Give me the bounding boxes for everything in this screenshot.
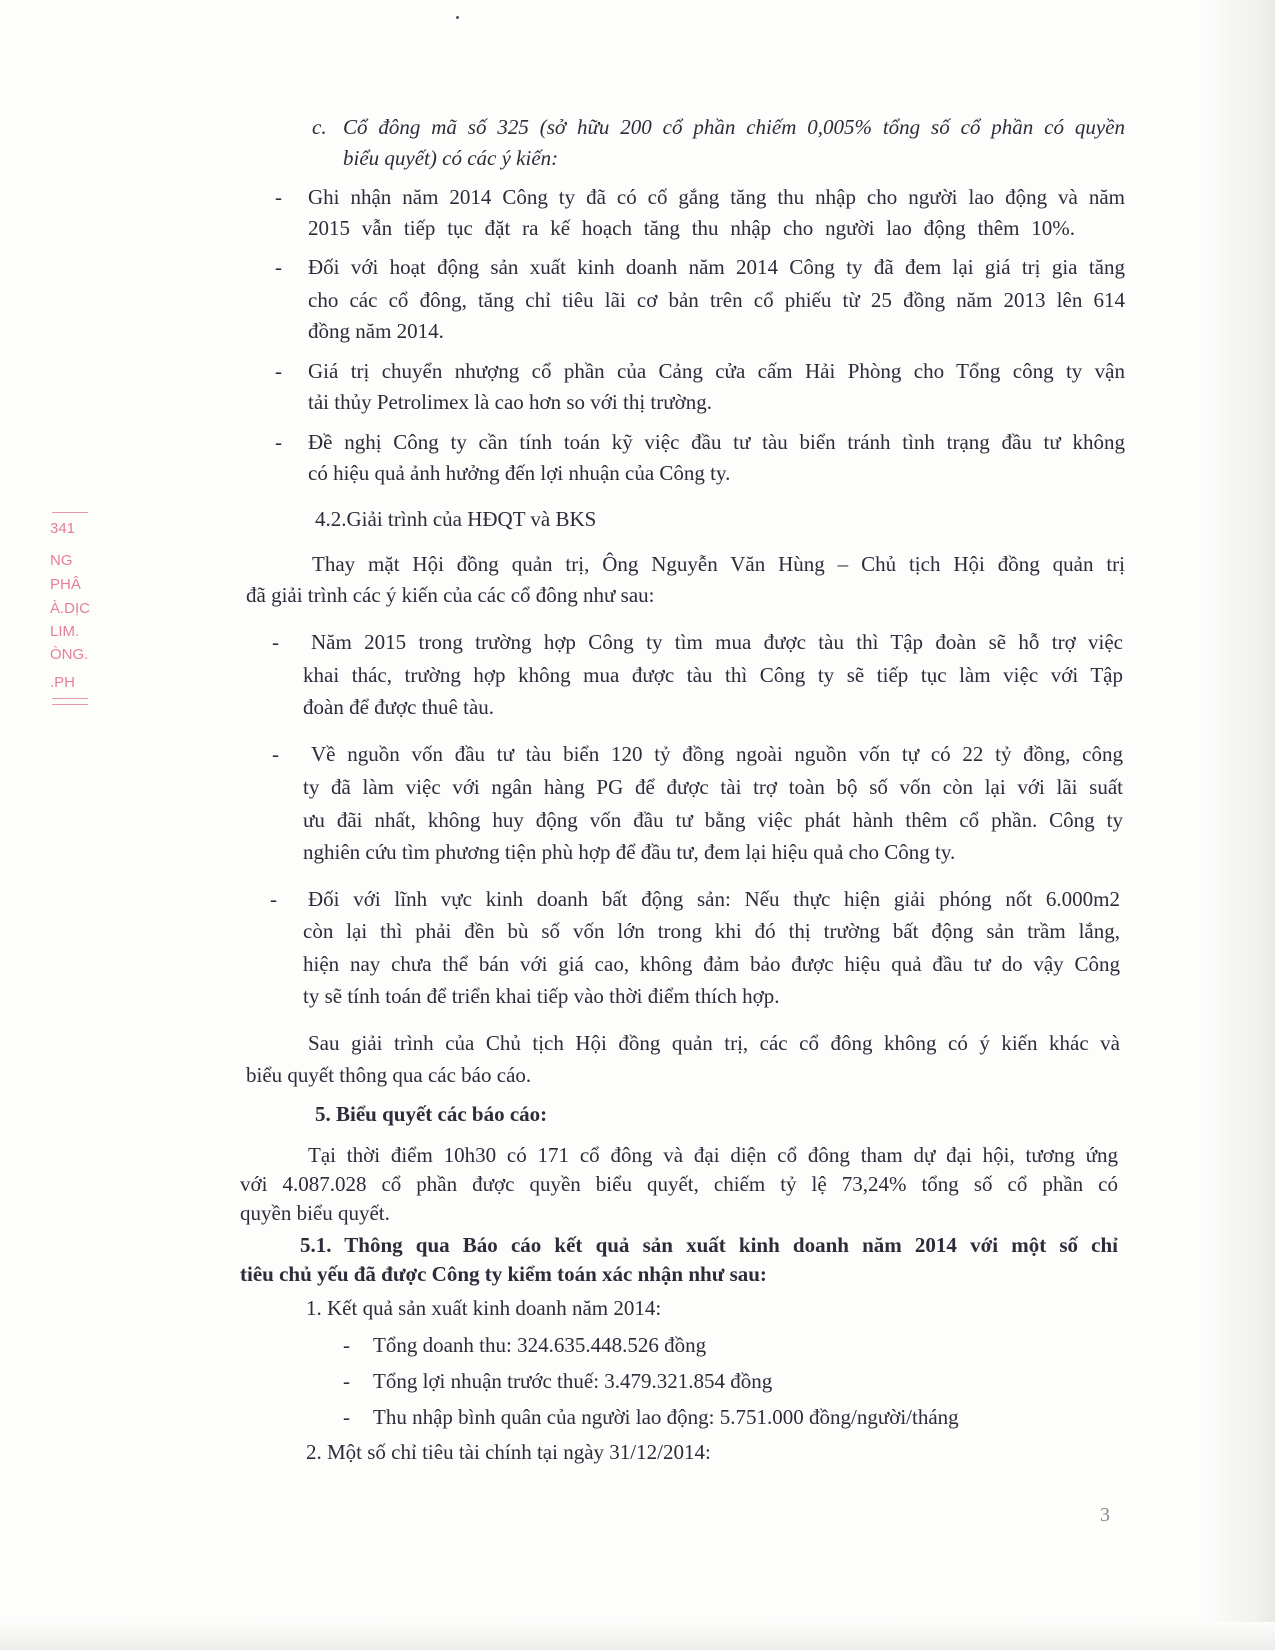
- section-5-1-heading-line-2: tiêu chủ yếu đã được Công ty kiểm toán xác nhận như sau:: [240, 1262, 767, 1286]
- explanation-1-line-1: Năm 2015 trong trường hợp Công ty tìm mua được tàu thì Tập đoàn sẽ hỗ trợ việc: [311, 630, 1123, 654]
- explanation-2-line-4: nghiên cứu tìm phương tiện phù hợp để đầu tư, đem lại hiệu quả cho Công ty.: [303, 840, 956, 864]
- section-5-para-line-3: quyền biểu quyết.: [240, 1201, 390, 1225]
- scan-shadow-bottom: [0, 1622, 1275, 1650]
- opinion-2-line-3: đồng năm 2014.: [308, 319, 444, 343]
- bullet-dash: -: [272, 742, 279, 766]
- bullet-dash: -: [343, 1405, 350, 1429]
- results-heading: 1. Kết quả sản xuất kinh doanh năm 2014:: [306, 1296, 662, 1320]
- item-c-marker: c.: [312, 115, 327, 139]
- section-5-1-heading-line-1: 5.1. Thông qua Báo cáo kết quả sản xuất kinh doanh năm 2014 với một số chỉ: [300, 1233, 1118, 1257]
- scan-shadow-right: [1200, 0, 1275, 1650]
- section-4-2-heading: 4.2.Giải trình của HĐQT và BKS: [315, 507, 597, 531]
- section-4-2-closing-line-2: biểu quyết thông qua các báo cáo.: [246, 1063, 532, 1087]
- explanation-1-line-3: đoàn để được thuê tàu.: [303, 695, 495, 719]
- section-5-para-line-1: Tại thời điểm 10h30 có 171 cổ đông và đại diện cổ đông tham dự đại hội, tương ứng: [308, 1143, 1118, 1167]
- opinion-2-line-2: cho các cổ đông, tăng chỉ tiêu lãi cơ bản trên cổ phiếu từ 25 đồng năm 2013 lên 614: [308, 288, 1125, 312]
- opinion-1-line-2: 2015 vẫn tiếp tục đặt ra kế hoạch tăng thu nhập cho người lao động thêm 10%.: [308, 216, 1075, 240]
- opinion-2-line-1: Đối với hoạt động sản xuất kinh doanh năm 2014 Công ty đã đem lại giá trị gia tăng: [308, 255, 1125, 279]
- explanation-3-line-4: ty sẽ tính toán để triển khai tiếp vào thời điểm thích hợp.: [303, 984, 780, 1008]
- stamp-text: LIM.: [50, 623, 80, 640]
- result-profit-before-tax: Tổng lợi nhuận trước thuế: 3.479.321.854 đồng: [373, 1369, 773, 1393]
- item-c-line-1: Cổ đông mã số 325 (sở hữu 200 cổ phần chiếm 0,005% tổng số cổ phần có quyền: [343, 115, 1125, 139]
- opinion-1-line-1: Ghi nhận năm 2014 Công ty đã có cố gắng tăng thu nhập cho người lao động và năm: [308, 185, 1125, 209]
- section-4-2-closing-line-1: Sau giải trình của Chủ tịch Hội đồng quản trị, các cổ đông không có ý kiến khác và: [308, 1031, 1120, 1055]
- explanation-1-line-2: khai thác, trường hợp không mua được tàu thì Công ty sẽ tiếp tục làm việc với Tập: [303, 663, 1123, 687]
- stamp-text: 341: [50, 520, 76, 537]
- explanation-2-line-3: ưu đãi nhất, không huy động vốn đầu tư bằng việc phát hành thêm cổ phần. Công ty: [303, 808, 1123, 832]
- result-average-income: Thu nhập bình quân của người lao động: 5.751.000 đồng/người/tháng: [373, 1405, 959, 1429]
- explanation-2-line-2: ty đã làm việc với ngân hàng PG để được tài trợ toàn bộ số vốn còn lại với lãi suất: [303, 775, 1123, 799]
- bullet-dash: -: [275, 430, 282, 454]
- section-4-2-intro-line-2: đã giải trình các ý kiến của các cổ đông như sau:: [246, 583, 655, 607]
- stamp-text: NG: [50, 552, 73, 569]
- scan-speck: [456, 16, 459, 19]
- bullet-dash: -: [275, 359, 282, 383]
- company-stamp: [50, 512, 92, 712]
- bullet-dash: -: [343, 1333, 350, 1357]
- stamp-text: À.DỊC: [50, 600, 91, 617]
- bullet-dash: -: [275, 185, 282, 209]
- section-4-2-intro-line-1: Thay mặt Hội đồng quản trị, Ông Nguyễn Văn Hùng – Chủ tịch Hội đồng quản trị: [312, 552, 1125, 576]
- bullet-dash: -: [272, 630, 279, 654]
- stamp-border: [52, 698, 88, 699]
- explanation-2-line-1: Về nguồn vốn đầu tư tàu biển 120 tỷ đồng ngoài nguồn vốn tự có 22 tỷ đồng, công: [311, 742, 1123, 766]
- page-number: 3: [1100, 1504, 1110, 1526]
- bullet-dash: -: [343, 1369, 350, 1393]
- bullet-dash: -: [270, 887, 277, 911]
- item-c-line-2: biểu quyết) có các ý kiến:: [343, 146, 559, 170]
- stamp-border: [52, 512, 88, 513]
- section-5-heading: 5. Biểu quyết các báo cáo:: [315, 1102, 548, 1126]
- result-revenue: Tổng doanh thu: 324.635.448.526 đồng: [373, 1333, 707, 1357]
- explanation-3-line-3: hiện nay chưa thể bán với giá cao, không đảm bảo được hiệu quả đầu tư do vậy Công: [303, 952, 1120, 976]
- stamp-text: .PH: [50, 674, 76, 691]
- bullet-dash: -: [275, 255, 282, 279]
- financial-indicators-heading: 2. Một số chỉ tiêu tài chính tại ngày 31/12/2014:: [306, 1440, 711, 1464]
- explanation-3-line-1: Đối với lĩnh vực kinh doanh bất động sản: Nếu thực hiện giải phóng nốt 6.000m2: [308, 887, 1120, 911]
- section-5-para-line-2: với 4.087.028 cổ phần được quyền biểu quyết, chiếm tỷ lệ 73,24% tổng số cổ phần có: [240, 1172, 1118, 1196]
- explanation-3-line-2: còn lại thì phải đền bù số vốn lớn trong khi đó thị trường bất động sản trầm lắng,: [303, 919, 1120, 943]
- stamp-border: [52, 704, 88, 705]
- opinion-3-line-1: Giá trị chuyển nhượng cổ phần của Cảng cửa cấm Hải Phòng cho Tổng công ty vận: [308, 359, 1125, 383]
- stamp-text: PHÂ: [50, 576, 81, 593]
- opinion-4-line-2: có hiệu quả ảnh hưởng đến lợi nhuận của Công ty.: [308, 461, 731, 485]
- stamp-text: ÒNG.: [50, 646, 89, 663]
- opinion-3-line-2: tải thủy Petrolimex là cao hơn so với thị trường.: [308, 390, 712, 414]
- opinion-4-line-1: Đề nghị Công ty cần tính toán kỹ việc đầu tư tàu biển tránh tình trạng đầu tư không: [308, 430, 1125, 454]
